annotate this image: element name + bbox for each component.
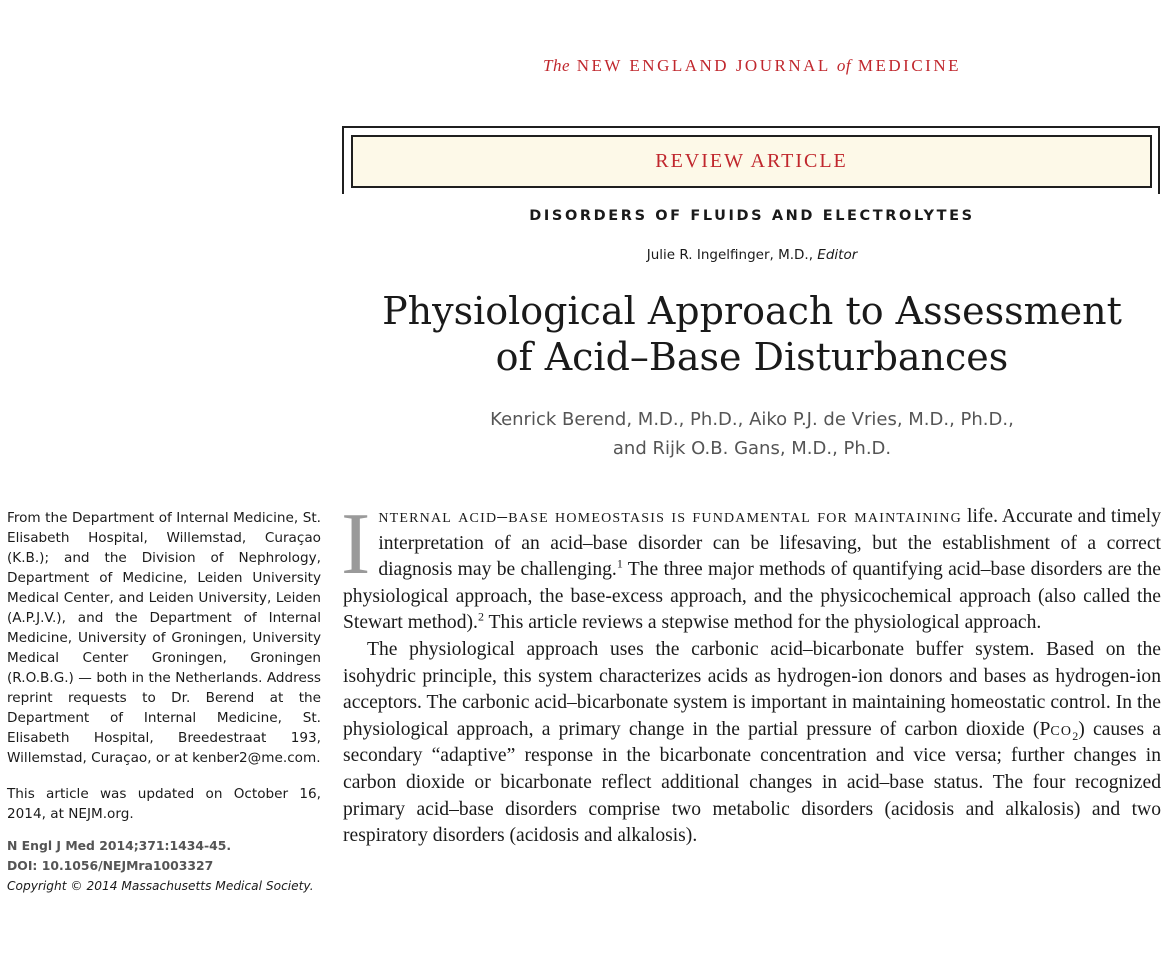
paragraph-1 xyxy=(341,496,1161,637)
title-line-2: of Acid–Base Disturbances xyxy=(495,335,1009,379)
doi: DOI: 10.1056/NEJMra1003327 xyxy=(7,858,214,873)
authors-line-2: and Rijk O.B. Gans, M.D., Ph.D. xyxy=(612,438,892,459)
series-editor xyxy=(343,247,1161,263)
p2-text-b: ) causes a secondary “adaptive” response in the bicarbonate concentration and vice versa; further changes in carbon dioxide or bicarbonate reflect additional changes in acid–base status. The four recognized primary acid–base disorders comprise two metabolic disorders (acidosis and alkalosis) and two respiratory disorders (acidosis and alkalosis). xyxy=(343,718,1161,847)
p1-text-a: life. Accurate and timely interpretation of an acid–base disorder can be lifesaving, but the establishment of a correct diagnosis may be challenging. xyxy=(378,506,1161,581)
article-type-banner xyxy=(351,135,1152,188)
affiliations: From the Department of Internal Medicine, St. Elisabeth Hospital, Willemstad, Curaçao (K.B.); and the Division of Nephrology, Department of Medicine, Leiden University Medical Center, and Leiden University, Leiden (A.P.J.V.), and the Department of Internal Medicine, University of Groningen, University Medical Center Groningen, Groningen (R.O.B.G.) — both in the Netherlands. Address reprint requests to Dr. Berend at the Department of Internal Medicine, St. Elisabeth Hospital, Breedestraat 193, Willemstad, Curaçao, or at kenber2@me.com. xyxy=(7,510,321,766)
p1-text-c: This article reviews a stepwise method for the physiological approach. xyxy=(483,612,1042,634)
update-note: This article was updated on October 16, 2014, at NEJM.org. xyxy=(7,786,321,822)
copyright: Copyright © 2014 Massachusetts Medical Society. xyxy=(7,879,314,893)
pco2-co: co xyxy=(1050,718,1073,740)
article-body xyxy=(341,496,1161,850)
paragraph-2 xyxy=(343,637,1161,850)
p2-text-a: The physiological approach uses the carbonic acid–bicarbonate buffer system. Based on the isohydric principle, this system characterizes acids as hydrogen-ion donors and bases as hydrogen-ion acceptors. The carbonic acid–bicarbonate system is important in maintaining homeostatic control. In the physiological approach, a primary change in the partial pressure of carbon dioxide ( xyxy=(343,638,1161,740)
drop-cap: I xyxy=(341,496,371,593)
reference-2: 2 xyxy=(477,609,484,624)
author-list xyxy=(343,405,1161,463)
article-sidebar xyxy=(7,508,321,896)
title-line-1: Physiological Approach to Assessment xyxy=(382,289,1122,333)
pco2-p: P xyxy=(1039,718,1051,740)
lead-in: nternal acid–base homeostasis is fundamental for maintaining xyxy=(378,506,962,527)
masthead-name-a: NEW ENGLAND JOURNAL xyxy=(576,56,831,75)
citation-ref: N Engl J Med 2014;371:1434-45. xyxy=(7,838,232,853)
masthead-name-b: MEDICINE xyxy=(857,56,961,75)
masthead-the: The xyxy=(543,56,571,75)
reference-1: 1 xyxy=(616,556,623,571)
article-type-label: REVIEW ARTICLE xyxy=(655,150,848,172)
masthead-of: of xyxy=(836,56,852,75)
editor-role: Editor xyxy=(817,247,858,263)
p1-text-b: The three major methods of quantifying acid–base disorders are the physiological approach, the base-excess approach, and the physicochemical approach (also called the Stewart method). xyxy=(343,559,1161,634)
editor-name: Julie R. Ingelfinger, M.D., xyxy=(646,247,813,263)
series-title: DISORDERS OF FLUIDS AND ELECTROLYTES xyxy=(529,208,975,224)
article-title xyxy=(343,288,1161,380)
journal-masthead xyxy=(343,56,1161,76)
authors-line-1: Kenrick Berend, M.D., Ph.D., Aiko P.J. de Vries, M.D., Ph.D., xyxy=(490,409,1014,430)
pco2-subscript: 2 xyxy=(1072,728,1079,743)
citation xyxy=(7,836,321,876)
